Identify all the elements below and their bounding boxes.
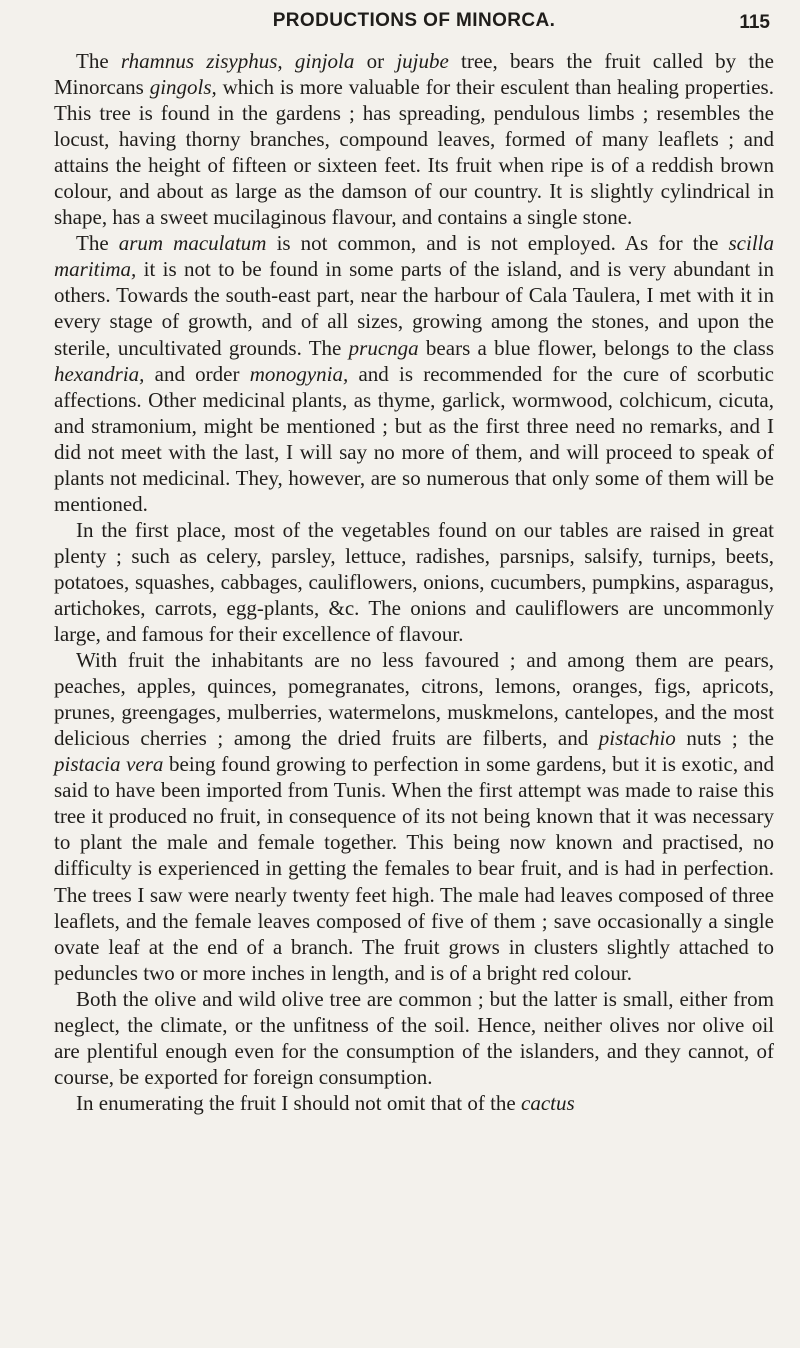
italic-term: arum maculatum bbox=[118, 231, 267, 256]
italic-term: prucnga bbox=[348, 335, 419, 360]
text-run: tree, bears the fruit called by the Minorcans bbox=[54, 49, 774, 100]
paragraph bbox=[54, 1090, 774, 1116]
text-run: and is recommended for the cure of scorbutic affections. Other medicinal plants, as thyme, garlick, wormwood, colchicum, cicuta, and stramonium, might be mentioned ; but as the first three need no remarks, and I did not meet with the last, I will say no more of them, and will proceed to speak of plants not medicinal. They, however, are so numerous that only some of them will be mentioned. bbox=[54, 361, 774, 516]
text-run: is not common, and is not employed. As for the bbox=[266, 231, 729, 256]
running-title: PRODUCTIONS OF MINORCA. bbox=[272, 10, 556, 31]
text-run: and order bbox=[144, 361, 250, 386]
text-run: In enumerating the fruit I should not omit that of the bbox=[76, 1090, 521, 1115]
italic-term: hexandria, bbox=[54, 361, 145, 386]
italic-term: jujube bbox=[396, 49, 449, 73]
text-run: The bbox=[76, 231, 119, 256]
running-header bbox=[54, 4, 774, 48]
text-run: bears a blue flower, belongs to the class bbox=[418, 335, 775, 360]
italic-term: scilla maritima, bbox=[54, 231, 774, 282]
italic-term: pistachio bbox=[598, 726, 676, 751]
text-run: being found growing to perfection in some gardens, but it is exotic, and said to have been imported from Tunis. When the first attempt was made to raise this tree it produced no fruit, in consequence of its not being known that it was necessary to plant the male and female together. This being now known and practised, no difficulty is experienced in getting the females to bear fruit, and is had in perfection. The trees I saw were nearly twenty feet high. The male had leaves composed of three leaflets, and the female leaves composed of five of them ; save occasionally a single ovate leaf at the end of a branch. The fruit grows in clusters slightly attached to peduncles two or more inches in length, and is of a bright red colour. bbox=[54, 752, 774, 985]
text-run: In the first place, most of the vegetables found on our tables are raised in great plenty ; such as celery, parsley, lettuce, radishes, parsnips, salsify, turnips, beets, potatoes, squashes, cabbages, cauliflowers, onions, cucumbers, pumpkins, asparagus, artichokes, carrots, egg-plants, &c. The onions and cauliflowers are uncommonly large, and famous for their excellence of flavour. bbox=[54, 517, 774, 647]
text-run: The bbox=[76, 49, 121, 73]
text-run: which is more valuable for their esculent than healing properties. This tree is found in the gardens ; has spreading, pendulous limbs ; resembles the locust, having thorny branches, compound leaves, formed of many leaflets ; and attains the height of fifteen or sixteen feet. Its fruit when ripe is of a reddish brown colour, and about as large as the damson of our country. It is slightly cylindrical in shape, has a sweet mucilaginous flavour, and contains a single stone. bbox=[54, 75, 774, 230]
page-number: 115 bbox=[739, 12, 770, 33]
italic-term: monogynia, bbox=[249, 361, 349, 386]
italic-term: pistacia vera bbox=[54, 752, 164, 777]
body-text bbox=[54, 48, 774, 1116]
paragraph bbox=[54, 517, 774, 647]
italic-term: gingols, bbox=[149, 75, 217, 100]
text-run: nuts ; the bbox=[675, 726, 774, 751]
paragraph bbox=[54, 230, 774, 517]
italic-term: cactus bbox=[521, 1090, 575, 1115]
text-run: or bbox=[354, 49, 397, 73]
paragraph bbox=[54, 986, 774, 1090]
text-run: it is not to be found in some parts of the island, and is very abundant in others. Towards the south-east part, near the harbour of Cala Taulera, I met with it in every stage of growth, and of all sizes, growing among the stones, and upon the sterile, uncultivated grounds. The bbox=[54, 257, 774, 360]
italic-term: rhamnus zisyphus, ginjola bbox=[120, 49, 355, 73]
text-run: With fruit the inhabitants are no less favoured ; and among them are pears, peaches, apples, quinces, pomegranates, citrons, lemons, oranges, figs, apricots, prunes, greengages, mulberries, watermelons, muskmelons, cantelopes, and the most delicious cherries ; among the dried fruits are filberts, and bbox=[54, 648, 774, 751]
paragraph bbox=[54, 647, 774, 986]
paragraph bbox=[54, 48, 774, 230]
text-run: Both the olive and wild olive tree are common ; but the latter is small, either from neglect, the climate, or the unfitness of the soil. Hence, neither olives nor olive oil are plentiful enough even for the consumption of the islanders, and they cannot, of course, be exported for foreign consumption. bbox=[54, 986, 774, 1089]
